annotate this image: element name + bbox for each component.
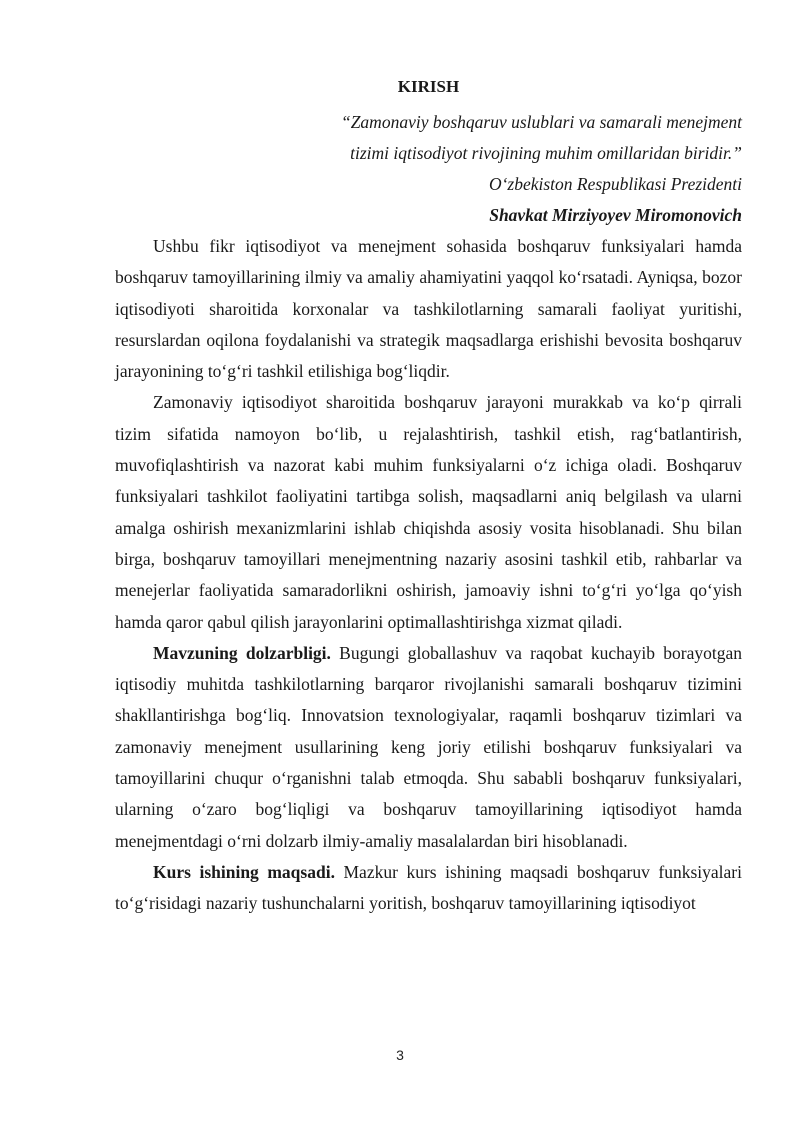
paragraph-text: Zamonaviy iqtisodiyot sharoitida boshqaruv jarayoni murakkab va ko‘p qirrali tizim sifatida namoyon bo‘lib, u rejalashtirish, tashkil etish, rag‘batlantirish, muvofiqlashtirish va nazorat kabi muhim funksiyalarni o‘z ichiga oladi. Boshqaruv funksiyalari tashkilot faoliyatini tartibga solish, maqsadlarni aniq belgilash va ularni amalga oshirish mexanizmlarini ishlab chiqishda asosiy vosita hisoblanadi. Shu bilan birga, boshqaruv tamoyillari menejmentning nazariy asosini tashkil etib, rahbarlar va menejerlar faoliyatida samaradorlikni oshirish, jamoaviy ishni to‘g‘ri yo‘lga qo‘yish hamda qaror qabul qilish jarayonlarini optimallashtirishga xizmat qiladi.: [115, 392, 742, 632]
epigraph-quote-line-1: “Zamonaviy boshqaruv uslublari va samarali menejment: [340, 112, 742, 132]
epigraph-author: Shavkat Mirziyoyev Miromonovich: [489, 205, 742, 225]
paragraph-text: Mazkur kurs ishining maqsadi boshqaruv funksiyalari to‘g‘risidagi nazariy tushunchalarni yoritish, boshqaruv tamoyillarining iqtisodiyot: [115, 861, 742, 914]
paragraph-context: [115, 387, 742, 637]
section-heading: KIRISH: [397, 77, 460, 96]
page-number: 3: [396, 1047, 404, 1063]
paragraph-goal: [115, 857, 742, 920]
epigraph-attribution: O‘zbekiston Respublikasi Prezidenti: [488, 174, 742, 194]
epigraph-quote-line-2: tizimi iqtisodiyot rivojining muhim omillaridan biridir.”: [350, 143, 742, 163]
paragraph-lead: Mavzuning dolzarbligi.: [153, 642, 331, 663]
page-content: [115, 76, 742, 920]
epigraph: [115, 107, 742, 231]
paragraph-lead: Kurs ishining maqsadi.: [153, 861, 335, 882]
paragraph-text: Ushbu fikr iqtisodiyot va menejment sohasida boshqaruv funksiyalari hamda boshqaruv tamoyillarining ilmiy va amaliy ahamiyatini yaqqol ko‘rsatadi. Ayniqsa, bozor iqtisodiyoti sharoitida korxonalar va tashkilotlarning samarali faoliyat yuritishi, resurslardan oqilona foydalanishi va strategik maqsadlarga erishishi bevosita boshqaruv jarayonining to‘g‘ri tashkil etilishiga bog‘liqdir.: [115, 236, 742, 382]
paragraph-intro: [115, 231, 742, 387]
paragraph-relevance: [115, 638, 742, 857]
paragraph-text: Bugungi globallashuv va raqobat kuchayib borayotgan iqtisodiy muhitda tashkilotlarning barqaror rivojlanishi samarali boshqaruv tizimini shakllantirishga bog‘liq. Innovatsion texnologiyalar, raqamli boshqaruv tizimlari va zamonaviy menejment usullarining keng joriy etilishi boshqaruv funksiyalari va tamoyillarini chuqur o‘rganishni talab etmoqda. Shu sababli boshqaruv funksiyalari, ularning o‘zaro bog‘liqligi va boshqaruv tamoyillarining iqtisodiyot hamda menejmentdagi o‘rni dolzarb ilmiy-amaliy masalalardan biri hisoblanadi.: [115, 642, 742, 851]
